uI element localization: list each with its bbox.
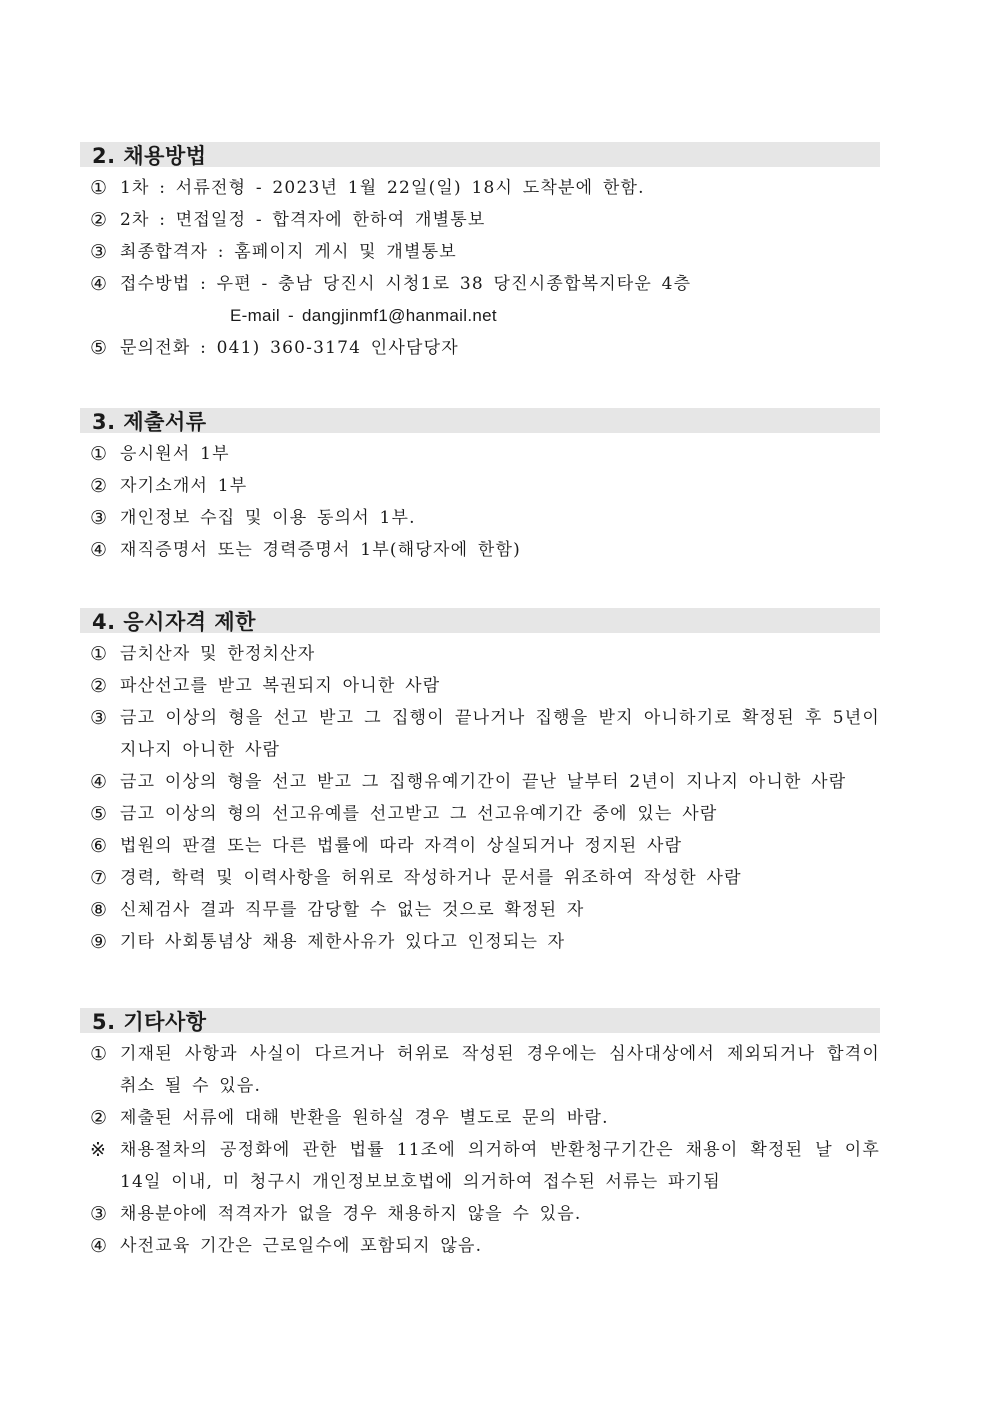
- section-recruitment-method: [80, 142, 880, 364]
- list-item: [80, 798, 880, 830]
- item-marker: ①: [90, 1043, 109, 1065]
- section-title: 5. 기타사항: [80, 1008, 880, 1033]
- item-marker: ⑥: [90, 835, 109, 857]
- list-item: [80, 638, 880, 670]
- item-marker: ⑤: [90, 803, 109, 825]
- item-marker: ⑨: [90, 931, 109, 953]
- item-text: 금고 이상의 형의 선고유예를 선고받고 그 선고유예기간 중에 있는 사람: [120, 804, 718, 824]
- list-item-note: [80, 1134, 880, 1198]
- item-text: 자기소개서 1부: [120, 476, 248, 496]
- item-text: 금치산자 및 한정치산자: [120, 644, 316, 664]
- item-marker: ③: [90, 707, 109, 729]
- item-text: 금고 이상의 형을 선고 받고 그 집행이 끝나거나 집행을 받지 아니하기로 확정된 후 5년이 지나지 아니한 사람: [120, 708, 880, 760]
- item-text: 개인정보 수집 및 이용 동의서 1부.: [120, 508, 416, 528]
- item-marker: ⑦: [90, 867, 109, 889]
- item-marker: ③: [90, 241, 109, 263]
- list-item: [80, 534, 880, 566]
- item-text: 채용절차의 공정화에 관한 법률 11조에 의거하여 반환청구기간은 채용이 확정된 날 이후 14일 이내, 미 청구시 개인정보보호법에 의거하여 접수된 서류는 파기됨: [120, 1140, 880, 1192]
- list-item: [80, 1102, 880, 1134]
- list-item: [80, 670, 880, 702]
- item-text: 문의전화 : 041) 360-3174 인사담당자: [120, 338, 459, 358]
- item-marker: ②: [90, 1107, 109, 1129]
- item-text: 신체검사 결과 직무를 감당할 수 없는 것으로 확정된 자: [120, 900, 585, 920]
- section-eligibility-restrictions: [80, 608, 880, 958]
- item-marker: ②: [90, 675, 109, 697]
- list-item: [80, 236, 880, 268]
- item-text: 최종합격자 : 홈페이지 게시 및 개별통보: [120, 242, 457, 262]
- item-text: 재직증명서 또는 경력증명서 1부(해당자에 한함): [120, 540, 521, 560]
- item-text: 제출된 서류에 대해 반환을 원하실 경우 별도로 문의 바람.: [120, 1108, 609, 1128]
- item-marker: ④: [90, 771, 109, 793]
- item-text: 1차 : 서류전형 - 2023년 1월 22일(일) 18시 도착분에 한함.: [120, 178, 645, 198]
- item-text: 법원의 판결 또는 다른 법률에 따라 자격이 상실되거나 정지된 사람: [120, 836, 683, 856]
- item-marker: ④: [90, 273, 109, 295]
- note-marker: ※: [90, 1139, 108, 1161]
- section-title: 3. 제출서류: [80, 408, 880, 433]
- list-item: [80, 332, 880, 364]
- list-item: [80, 172, 880, 204]
- item-marker: ②: [90, 209, 109, 231]
- item-text: 2차 : 면접일정 - 합격자에 한하여 개별통보: [120, 210, 486, 230]
- item-text: 기재된 사항과 사실이 다르거나 허위로 작성된 경우에는 심사대상에서 제외되거나 합격이 취소 될 수 있음.: [120, 1044, 880, 1096]
- section-other-notes: [80, 1008, 880, 1262]
- item-marker: ③: [90, 507, 109, 529]
- item-marker: ①: [90, 177, 109, 199]
- item-marker: ①: [90, 443, 109, 465]
- list-item: [80, 268, 880, 332]
- item-text: 금고 이상의 형을 선고 받고 그 집행유예기간이 끝난 날부터 2년이 지나지 아니한 사람: [120, 772, 847, 792]
- list-item: [80, 204, 880, 236]
- section-required-documents: [80, 408, 880, 566]
- list-item: [80, 470, 880, 502]
- list-item: [80, 702, 880, 766]
- item-text: 접수방법 : 우편 - 충남 당진시 시청1로 38 당진시종합복지타운 4층: [120, 274, 692, 294]
- list-item: [80, 766, 880, 798]
- item-marker: ⑤: [90, 337, 109, 359]
- list-item: [80, 894, 880, 926]
- item-text: 기타 사회통념상 채용 제한사유가 있다고 인정되는 자: [120, 932, 566, 952]
- section-title: 2. 채용방법: [80, 142, 880, 167]
- item-text: 채용분야에 적격자가 없을 경우 채용하지 않을 수 있음.: [120, 1204, 582, 1224]
- item-email-line: E-mail - dangjinmf1@hanmail.net: [230, 306, 497, 325]
- item-marker: ④: [90, 1235, 109, 1257]
- list-item: [80, 1198, 880, 1230]
- item-marker: ③: [90, 1203, 109, 1225]
- list-item: [80, 502, 880, 534]
- list-item: [80, 1230, 880, 1262]
- item-text: 사전교육 기간은 근로일수에 포함되지 않음.: [120, 1236, 483, 1256]
- list-item: [80, 862, 880, 894]
- section-title: 4. 응시자격 제한: [80, 608, 880, 633]
- item-text: 파산선고를 받고 복권되지 아니한 사람: [120, 676, 441, 696]
- list-item: [80, 438, 880, 470]
- item-marker: ②: [90, 475, 109, 497]
- item-marker: ④: [90, 539, 109, 561]
- item-marker: ①: [90, 643, 109, 665]
- list-item: [80, 830, 880, 862]
- item-marker: ⑧: [90, 899, 109, 921]
- item-text: 응시원서 1부: [120, 444, 230, 464]
- item-text: 경력, 학력 및 이력사항을 허위로 작성하거나 문서를 위조하여 작성한 사람: [120, 868, 742, 888]
- list-item: [80, 926, 880, 958]
- list-item: [80, 1038, 880, 1102]
